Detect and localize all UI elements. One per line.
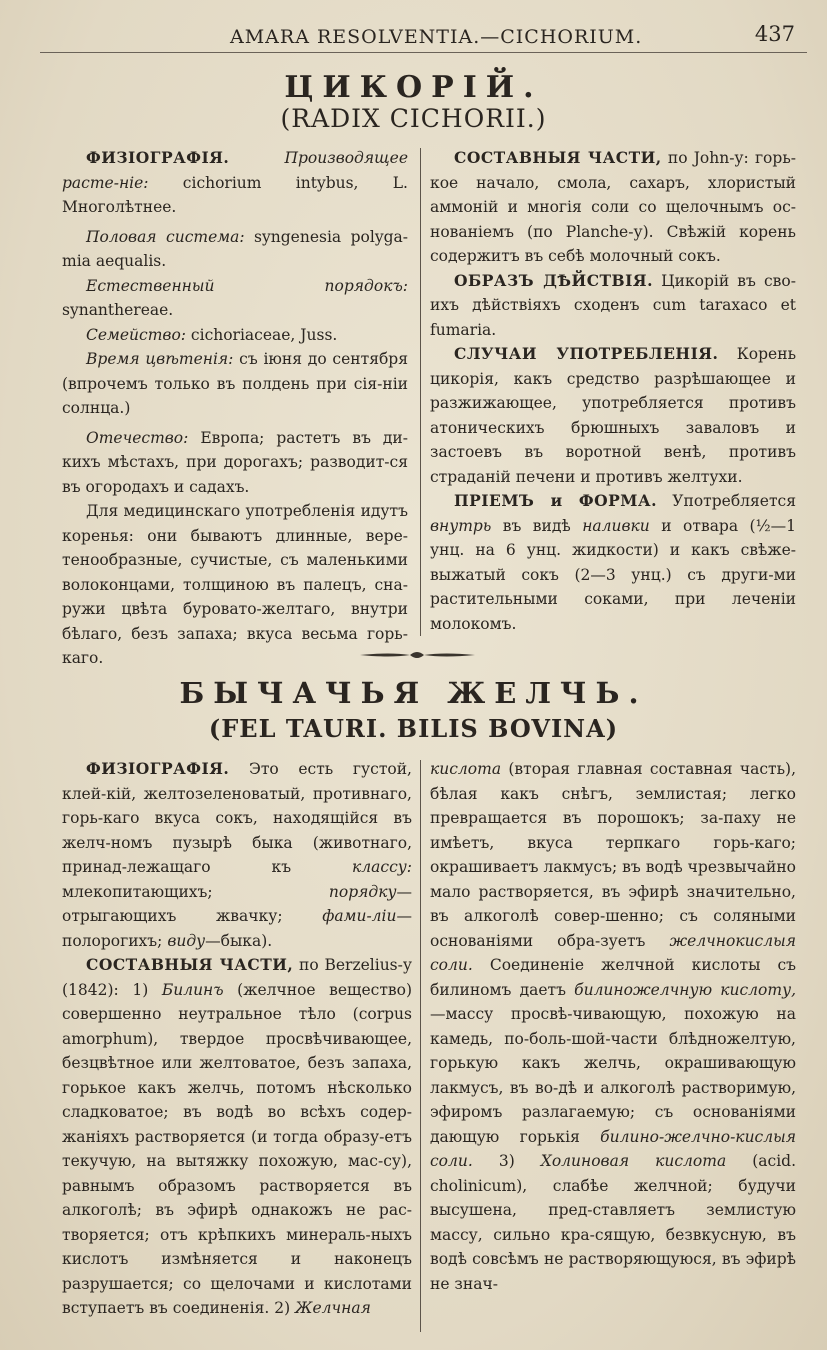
italic-text: кислота: [430, 760, 502, 778]
italic-text: фами-ліи: [322, 907, 397, 925]
column-divider: [420, 148, 421, 636]
heading-lead: ФИЗІОГРАФІЯ.: [86, 759, 230, 778]
text: Европа; растетъ въ ди-кихъ мѣстахъ, при дорогахъ; разводит-ся въ огородахъ и садахъ.: [62, 428, 408, 496]
paragraph: [62, 225, 408, 274]
italic-text: Отечество:: [86, 428, 189, 447]
text: съ іюня до сентября (впрочемъ только въ полдень при сія-ніи солнца.): [62, 350, 409, 417]
text: млекопитающихъ;: [62, 882, 329, 901]
text: Соединеніе желчной кислоты съ билиномъ даетъ: [430, 956, 796, 999]
italic-text: Билинъ: [161, 980, 224, 999]
section1-subtitle: (RADIX CICHORII.): [280, 104, 547, 133]
italic-text: билиножелчную кислоту,: [574, 980, 796, 999]
paragraph: [62, 757, 412, 953]
heading-lead: СОСТАВНЫЯ ЧАСТИ,: [86, 955, 294, 974]
text: по Berzelius-у (1842): 1): [62, 956, 412, 999]
paragraph: [62, 146, 408, 220]
paragraph: [430, 489, 796, 636]
running-title: AMARA RESOLVENTIA.—CICHORIUM.: [230, 26, 643, 48]
section2-title: БЫЧАЧЬЯ ЖЕЛЧЬ.: [179, 676, 648, 710]
section2-left-column: [62, 757, 412, 1321]
italic-text: желчнокислыя соли.: [430, 931, 796, 974]
text: Цикорій въ сво-ихъ дѣйствіяхъ сходенъ cum taraxaco et fumaria.: [430, 271, 796, 339]
italic-text: Естественный порядокъ:: [86, 276, 408, 295]
section2-subtitle: (FEL TAURI. BILIS BOVINA): [208, 714, 619, 743]
paragraph: [430, 757, 796, 1296]
italic-text: порядку: [328, 882, 397, 901]
text: —массу просвѣ-чивающую, похожую на камедь, по-боль-шой-части блѣдножелтую, горькую какъ желчь, окрашивающую лакмусъ, въ во-дѣ и алкоголѣ растворимую, эфиромъ разлагаемую; съ основаніями дающую горькія: [430, 1005, 796, 1146]
header-rule: [40, 52, 807, 53]
running-header: [0, 22, 827, 54]
italic-text: наливки: [582, 516, 650, 535]
text: cichorium intybus, L. Многолѣтнее.: [62, 173, 408, 216]
paragraph: [62, 274, 408, 323]
paragraph: [62, 426, 408, 500]
section1-left-column: [62, 146, 408, 671]
paragraph: [430, 269, 796, 343]
italic-text: Семейство:: [86, 325, 186, 344]
paragraph: [430, 342, 796, 489]
section2-right-column: [430, 757, 796, 1296]
heading-lead: ФИЗІОГРАФІЯ.: [86, 148, 230, 167]
text: cichoriaceae, Juss.: [186, 325, 338, 344]
section1-right-column: [430, 146, 796, 636]
italic-text: Производящее расте-ніе:: [62, 149, 408, 192]
heading-lead: СЛУЧАИ УПОТРЕБЛЕНІЯ.: [454, 344, 719, 363]
text: (вторая главная составная часть), бѣлая какъ снѣгъ, землистая; легко превращается въ порошокъ; за-паху не имѣетъ, вкуса терпкаго горь-каго; окрашиваетъ лакмусъ; въ водѣ чрезвычайно мало растворяется, въ эфирѣ значительно, въ алкоголѣ совер-шенно; съ соляными основаніями обра-зуетъ: [430, 760, 796, 950]
text: Это есть густой, клей-кій, желтозеленоватый, противнаго, горь-каго вкуса сокъ, находящійся въ желч-номъ пузырѣ быка (животнаго, принад-лежащаго къ: [62, 760, 412, 876]
text: 3): [472, 1152, 541, 1170]
paragraph: [62, 347, 408, 421]
page-number: 437: [754, 22, 795, 46]
heading-lead: СОСТАВНЫЯ ЧАСТИ,: [454, 148, 662, 167]
italic-text: Желчная: [295, 1299, 371, 1317]
text: —полорогихъ;: [62, 907, 412, 950]
text: Корень цикорія, какъ средство разрѣшающее и разжижающее, употребляется противъ атоническихъ брюшныхъ заваловъ и застоевъ въ воротной венѣ, противъ страданій печени и противъ желтухи.: [430, 345, 797, 486]
italic-text: внутрь: [430, 516, 492, 535]
text: synanthereae.: [62, 301, 174, 319]
italic-text: Холиновая кислота: [540, 1152, 727, 1170]
text: (желчное вещество) совершенно неутральное тѣло (corpus amorphum), твердое просвѣчивающее, безцвѣтное или желтоватое, безъ запаха, горькое какъ желчь, потомъ нѣсколько сладковатое; въ водѣ во всѣхъ содер-жаніяхъ растворяется (и тогда образу-етъ текучую, на вытяжку похожую, мас-су), равнымъ образомъ растворяется въ алкоголѣ; въ эфирѣ однакожъ не рас-творяется; отъ крѣпкихъ минераль-ныхъ кислотъ измѣняется и наконецъ разрушается; со щелочами и кислотами вступаетъ въ соединенія. 2): [62, 980, 412, 1317]
italic-text: виду: [167, 931, 206, 950]
italic-text: Половая система:: [86, 227, 245, 246]
paragraph: [430, 146, 796, 269]
italic-text: Время цвѣтенія:: [86, 350, 234, 368]
text: —быка).: [205, 931, 273, 950]
text: Употребляется: [656, 492, 797, 510]
text: —отрыгающихъ жвачку;: [62, 882, 412, 925]
column-divider: [420, 760, 421, 1332]
italic-text: билино-желчно-кислыя соли.: [430, 1127, 796, 1170]
text: Для медицинскаго употребленія идутъ коренья: они бываютъ длинные, вере-тенообразные, сучистые, съ маленькими волоконцами, толщиною въ палецъ, сна-ружи цвѣта буровато-желтаго, внутри бѣлаго, безъ запаха; вкуса весьма горь-каго.: [62, 502, 408, 667]
text: syngenesia polyga-mia aequalis.: [62, 227, 408, 270]
text: и отвара (½—1 унц. на 6 унц. жидкости) и какъ свѣже-выжатый сокъ (2—3 унц.) съ други-ми растительными соками, при леченіи молокомъ.: [430, 516, 796, 633]
italic-text: классу:: [352, 858, 412, 876]
text: по John-у: горь-кое начало, смола, сахаръ, хлористый аммоній и многія соли со щелочнымъ ос-нованіемъ (по Planche-у). Свѣжій корень содержитъ въ себѣ молочный сокъ.: [430, 149, 796, 265]
heading-lead: ПРІЕМЪ и ФОРМА.: [454, 491, 657, 510]
text: (acid. cholinicum), слабѣе желчной; будучи высушена, пред-ставляетъ землистую массу, сильно кра-сящую, безвкусную, въ водѣ совсѣмъ не растворяющуюся, въ эфирѣ не знач-: [430, 1152, 797, 1293]
heading-lead: ОБРАЗЪ ДѢЙСТВІЯ.: [454, 270, 653, 290]
section1-title: ЦИКОРІЙ.: [284, 70, 543, 105]
text: въ видѣ: [491, 516, 583, 535]
paragraph: [62, 499, 408, 671]
paragraph: [62, 323, 408, 348]
section-divider-ornament: [360, 648, 475, 662]
paragraph: [62, 953, 412, 1321]
